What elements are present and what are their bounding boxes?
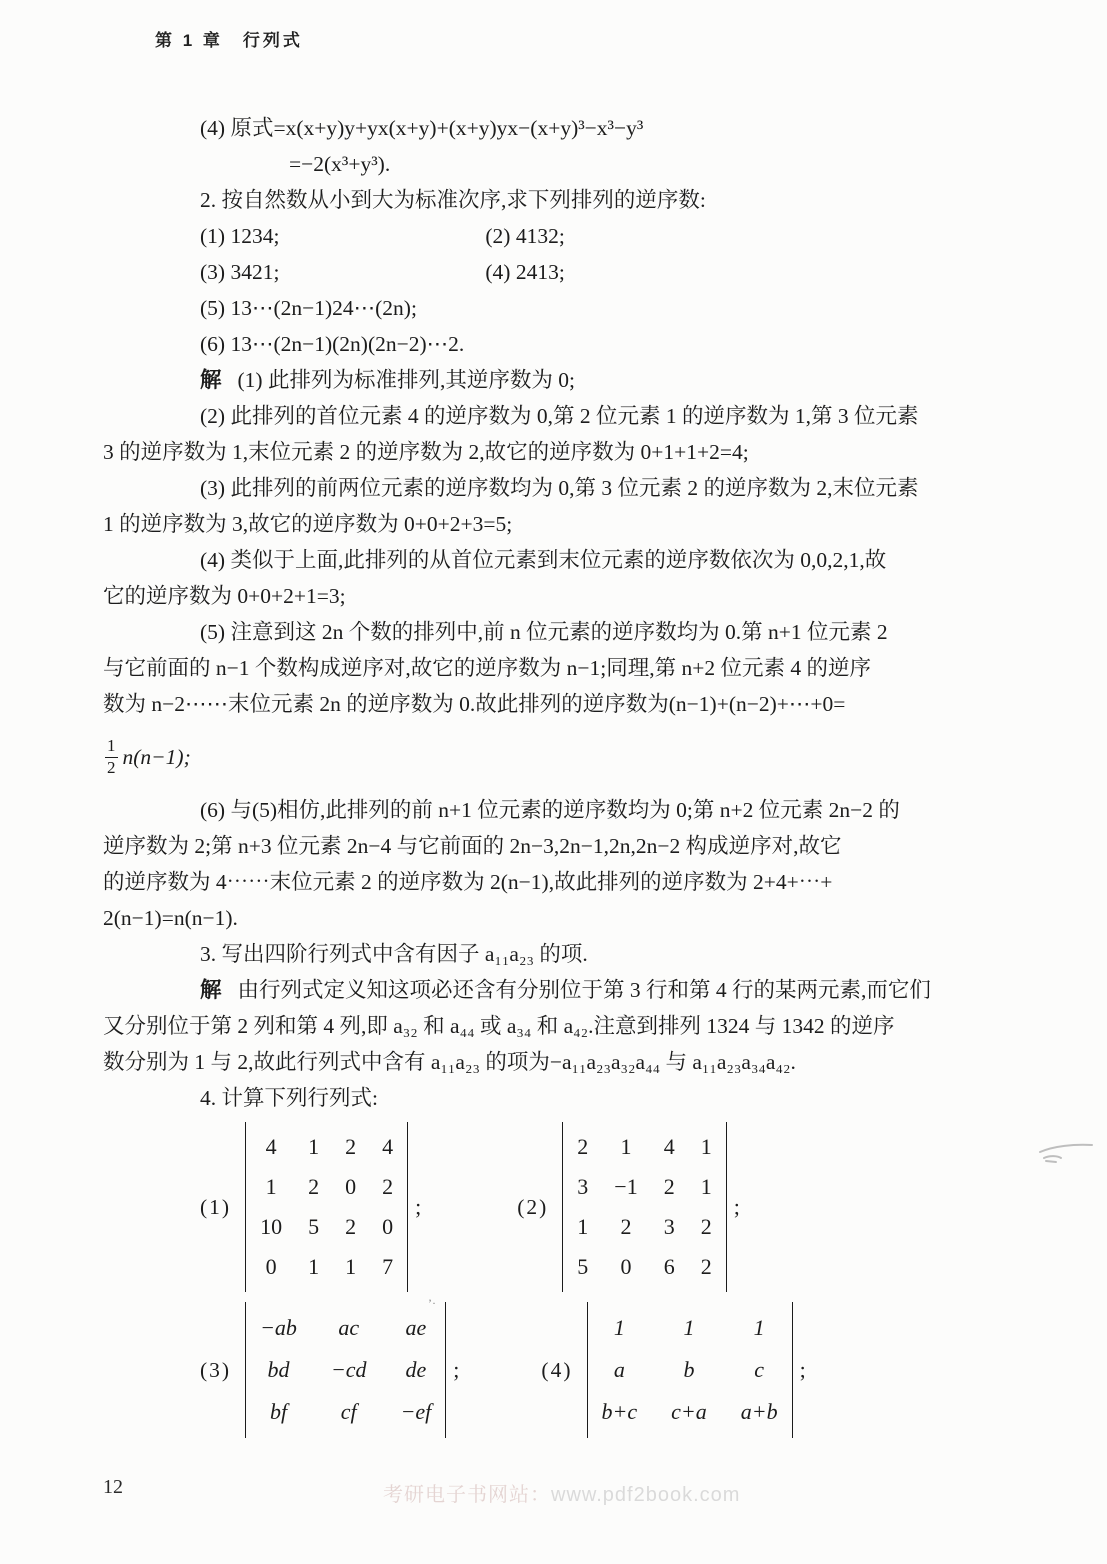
matrix-cell: 1 bbox=[577, 1214, 589, 1239]
solution-paragraph: 由行列式定义知这项必还含有分别位于第 3 行和第 4 行的某两元素,而它们 bbox=[237, 978, 931, 1002]
matrix-cell: bd bbox=[267, 1357, 290, 1382]
formula-line: (4) 原式=x(x+y)y+yx(x+y)+(x+y)yx−(x+y)³−x³−y³ bbox=[200, 116, 644, 140]
exercise-2-item: (5) 13⋯(2n−1)24⋯(2n); bbox=[200, 296, 417, 320]
determinant-row-2 bbox=[103, 1302, 1018, 1438]
chapter-header: 第 1 章 行列式 bbox=[155, 31, 303, 50]
watermark-site-label: 考研电子书网站： bbox=[383, 1484, 551, 1506]
matrix-cell: bf bbox=[269, 1399, 288, 1424]
solution-paragraph: 2(n−1)=n(n−1). bbox=[103, 906, 238, 930]
solve-label: 解 bbox=[200, 978, 222, 1002]
exercise-2-item: (2) 4132; bbox=[485, 224, 565, 248]
solution-paragraph: 与它前面的 n−1 个数构成逆序对,故它的逆序数为 n−1;同理,第 n+2 位元素 4 的逆序 bbox=[103, 656, 871, 680]
matrix-cell: c bbox=[754, 1357, 765, 1382]
solution-paragraph: 1 的逆序数为 3,故它的逆序数为 0+0+2+3=5; bbox=[103, 512, 513, 536]
determinant-3 bbox=[200, 1302, 459, 1438]
matrix-cell: 1 bbox=[308, 1134, 320, 1159]
exercise-4-title: 4. 计算下列行列式: bbox=[200, 1086, 378, 1110]
separator: ; bbox=[415, 1194, 422, 1219]
solve-label: 解 bbox=[200, 368, 222, 392]
determinant-4 bbox=[541, 1302, 805, 1438]
matrix-cell: 1 bbox=[308, 1254, 320, 1279]
matrix-cell: de bbox=[405, 1357, 427, 1382]
matrix-cell: 1 bbox=[700, 1134, 712, 1159]
solution-paragraph: (3) 此排列的前两位元素的逆序数均为 0,第 3 位元素 2 的逆序数为 2,末位元素 bbox=[200, 476, 919, 500]
matrix-cell: −1 bbox=[614, 1174, 638, 1199]
watermark-url: www.pdf2book.com bbox=[551, 1484, 741, 1506]
determinant-label: (1) bbox=[200, 1194, 232, 1219]
solution-paragraph: 数为 n−2⋯⋯末位元素 2n 的逆序数为 0.故此排列的逆序数为(n−1)+(n−2)+⋯+0= bbox=[103, 692, 846, 716]
matrix-cell: 2 bbox=[700, 1254, 712, 1279]
matrix-cell: 0 bbox=[265, 1254, 277, 1279]
determinant-label: (4) bbox=[541, 1357, 573, 1382]
matrix-cell: 4 bbox=[265, 1134, 277, 1159]
matrix-cell: 3 bbox=[577, 1174, 589, 1199]
matrix-cell: 1 bbox=[613, 1315, 625, 1340]
separator: ; bbox=[733, 1194, 740, 1219]
matrix-cell: 1 bbox=[683, 1315, 695, 1340]
formula-line: =−2(x³+y³). bbox=[289, 152, 391, 176]
solution-paragraph: (2) 此排列的首位元素 4 的逆序数为 0,第 2 位元素 1 的逆序数为 1,第 3 位元素 bbox=[200, 404, 919, 428]
determinant-matrix bbox=[587, 1302, 793, 1438]
matrix-cell: 1 bbox=[620, 1134, 632, 1159]
matrix-cell: ae bbox=[405, 1315, 427, 1340]
matrix-cell: 0 bbox=[345, 1174, 357, 1199]
exercise-3-title: 3. 写出四阶行列式中含有因子 a₁₁a₂₃ 的项. bbox=[200, 942, 588, 966]
matrix-cell: 2 bbox=[345, 1214, 357, 1239]
matrix-cell: c+a bbox=[671, 1399, 707, 1424]
solution-paragraph: 3 的逆序数为 1,末位元素 2 的逆序数为 2,故它的逆序数为 0+1+1+2=4; bbox=[103, 440, 749, 464]
matrix-cell: 2 bbox=[663, 1174, 675, 1199]
formula-rest: n(n−1); bbox=[122, 744, 191, 769]
exercise-2-items-row bbox=[103, 254, 1018, 290]
solution-paragraph: (4) 类似于上面,此排列的从首位元素到末位元素的逆序数依次为 0,0,2,1,故 bbox=[200, 548, 887, 572]
matrix-cell: 4 bbox=[663, 1134, 675, 1159]
solution-paragraph: 数分别为 1 与 2,故此行列式中含有 a₁₁a₂₃ 的项为−a₁₁a₂₃a₃₂a₄₄ 与 a₁₁a₂₃a₃₄a₄₂. bbox=[103, 1050, 796, 1074]
matrix-cell: a bbox=[613, 1357, 625, 1382]
solution-paragraph: (1) 此排列为标准排列,其逆序数为 0; bbox=[237, 368, 575, 392]
exercise-2-item: (4) 2413; bbox=[485, 260, 565, 284]
exercise-2-items-row bbox=[103, 218, 1018, 254]
matrix-cell: 7 bbox=[382, 1254, 394, 1279]
solution-line bbox=[103, 362, 1018, 398]
solution-paragraph: 逆序数为 2;第 n+3 位元素 2n−4 与它前面的 2n−3,2n−1,2n,2n−2 构成逆序对,故它 bbox=[103, 834, 842, 858]
solution-paragraph: 的逆序数为 4⋯⋯末位元素 2 的逆序数为 2(n−1),故此排列的逆序数为 2+4+⋯+ bbox=[103, 870, 833, 894]
exercise-2-title: 2. 按自然数从小到大为标准次序,求下列排列的逆序数: bbox=[200, 188, 706, 212]
determinant-matrix bbox=[562, 1122, 726, 1292]
matrix-cell: a+b bbox=[740, 1399, 778, 1424]
matrix-cell: cf bbox=[340, 1399, 357, 1424]
determinant-matrix bbox=[245, 1302, 446, 1438]
matrix-cell: 2 bbox=[620, 1214, 632, 1239]
exercise-2-item: (3) 3421; bbox=[200, 260, 280, 284]
scan-speck: ’· bbox=[428, 1296, 436, 1310]
determinant-row-1 bbox=[103, 1122, 1018, 1292]
fraction-formula-line bbox=[103, 722, 1018, 792]
matrix-cell: 2 bbox=[345, 1134, 357, 1159]
matrix-cell: 5 bbox=[308, 1214, 320, 1239]
determinants-area bbox=[103, 1122, 1018, 1438]
matrix-cell: −ef bbox=[400, 1399, 432, 1424]
solution-paragraph: 又分别位于第 2 列和第 4 列,即 a₃₂ 和 a₄₄ 或 a₃₄ 和 a₄₂.注意到排列 1324 与 1342 的逆序 bbox=[103, 1014, 895, 1038]
determinant-label: (3) bbox=[200, 1357, 232, 1382]
matrix-cell: 1 bbox=[345, 1254, 357, 1279]
watermark bbox=[383, 1478, 740, 1507]
matrix-cell: 4 bbox=[382, 1134, 394, 1159]
solution-paragraph: (6) 与(5)相仿,此排列的前 n+1 位元素的逆序数均为 0;第 n+2 位元素 2n−2 的 bbox=[200, 798, 900, 822]
determinant-label: (2) bbox=[517, 1194, 549, 1219]
determinant-2 bbox=[517, 1122, 740, 1292]
matrix-cell: 1 bbox=[753, 1315, 765, 1340]
matrix-cell: 0 bbox=[382, 1214, 394, 1239]
solution-line bbox=[103, 972, 1018, 1008]
exercise-2-item: (1) 1234; bbox=[200, 224, 280, 248]
determinant-matrix bbox=[245, 1122, 408, 1292]
matrix-cell: 1 bbox=[265, 1174, 277, 1199]
matrix-cell: 2 bbox=[577, 1134, 589, 1159]
matrix-cell: −ab bbox=[260, 1315, 297, 1340]
matrix-cell: 2 bbox=[382, 1174, 394, 1199]
matrix-cell: 1 bbox=[700, 1174, 712, 1199]
fraction-denominator: 2 bbox=[107, 757, 116, 777]
matrix-cell: 10 bbox=[260, 1214, 283, 1239]
solution-paragraph: (5) 注意到这 2n 个数的排列中,前 n 位元素的逆序数均为 0.第 n+1 位元素 2 bbox=[200, 620, 888, 644]
determinant-1 bbox=[200, 1122, 421, 1292]
matrix-cell: 6 bbox=[663, 1254, 675, 1279]
matrix-cell: 0 bbox=[620, 1254, 632, 1279]
matrix-cell: 5 bbox=[577, 1254, 589, 1279]
separator: ; bbox=[453, 1357, 460, 1382]
exercise-2-item: (6) 13⋯(2n−1)(2n)(2n−2)⋯2. bbox=[200, 332, 465, 356]
matrix-cell: ac bbox=[338, 1315, 360, 1340]
page-body bbox=[103, 110, 1018, 1438]
fraction-numerator: 1 bbox=[107, 736, 116, 756]
matrix-cell: 2 bbox=[700, 1214, 712, 1239]
matrix-cell: b+c bbox=[601, 1399, 638, 1424]
matrix-cell: −cd bbox=[330, 1357, 367, 1382]
pen-scribble-mark bbox=[1030, 1136, 1102, 1172]
solution-paragraph: 它的逆序数为 0+0+2+1=3; bbox=[103, 584, 346, 608]
separator: ; bbox=[799, 1357, 806, 1382]
page-number: 12 bbox=[103, 1476, 123, 1498]
matrix-cell: 2 bbox=[308, 1174, 320, 1199]
matrix-cell: 3 bbox=[663, 1214, 675, 1239]
matrix-cell: b bbox=[683, 1357, 695, 1382]
fraction bbox=[105, 736, 118, 778]
